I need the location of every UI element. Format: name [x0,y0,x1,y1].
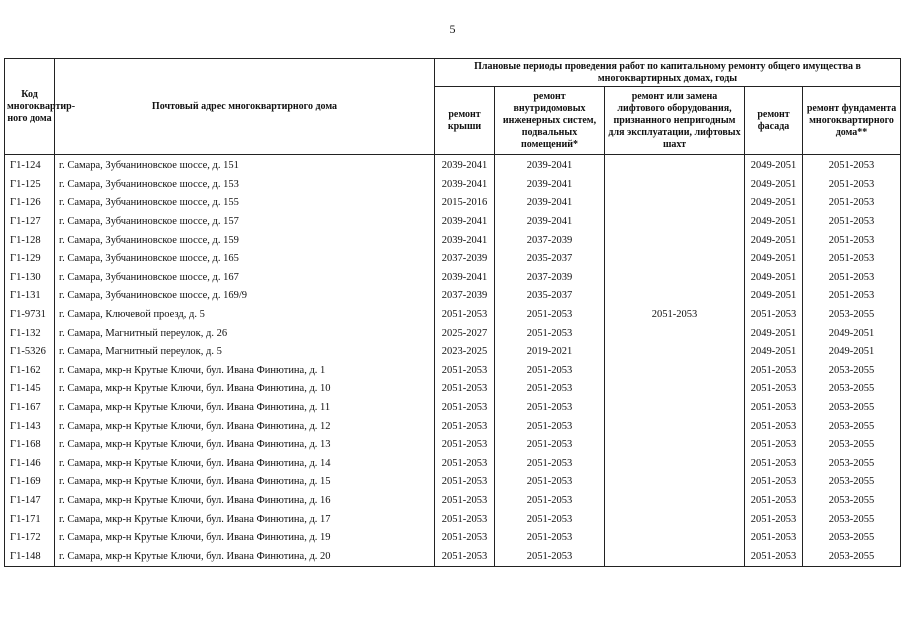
cell-roof: 2051-2053 [435,417,495,436]
cell-roof: 2051-2053 [435,529,495,548]
cell-code: Г1-146 [5,455,55,474]
cell-lift [605,417,745,436]
table-row [5,399,901,418]
cell-roof: 2051-2053 [435,306,495,325]
cell-foundation: 2051-2053 [803,287,901,306]
cell-address: г. Самара, Зубчаниновское шоссе, д. 151 [55,155,435,176]
cell-address: г. Самара, мкр-н Крутые Ключи, бул. Ивана Финютина, д. 20 [55,547,435,566]
repair-schedule-table [4,58,901,567]
cell-foundation: 2051-2053 [803,231,901,250]
cell-address: г. Самара, мкр-н Крутые Ключи, бул. Ивана Финютина, д. 10 [55,380,435,399]
cell-code: Г1-126 [5,194,55,213]
cell-lift [605,362,745,381]
table-row [5,231,901,250]
cell-address: г. Самара, Зубчаниновское шоссе, д. 169/9 [55,287,435,306]
cell-lift [605,510,745,529]
cell-lift [605,213,745,232]
cell-roof: 2039-2041 [435,269,495,288]
cell-facade: 2051-2053 [745,306,803,325]
cell-address: г. Самара, Зубчаниновское шоссе, д. 159 [55,231,435,250]
header-roof: ремонт крыши [435,87,495,155]
cell-code: Г1-9731 [5,306,55,325]
cell-facade: 2051-2053 [745,380,803,399]
cell-lift [605,250,745,269]
cell-lift [605,155,745,176]
cell-facade: 2049-2051 [745,343,803,362]
cell-facade: 2049-2051 [745,269,803,288]
cell-lift [605,529,745,548]
cell-lift [605,269,745,288]
cell-code: Г1-125 [5,176,55,195]
header-group: Плановые периоды проведения работ по капитальному ремонту общего имущества в многоквартирных домах, годы [435,59,901,87]
cell-code: Г1-171 [5,510,55,529]
cell-lift [605,455,745,474]
cell-facade: 2049-2051 [745,176,803,195]
table-row [5,492,901,511]
cell-facade: 2051-2053 [745,473,803,492]
cell-lift [605,176,745,195]
header-foundation: ремонт фундамента многоквартирного дома** [803,87,901,155]
cell-facade: 2051-2053 [745,362,803,381]
table-row [5,194,901,213]
table-row [5,287,901,306]
cell-systems: 2051-2053 [495,473,605,492]
cell-foundation: 2053-2055 [803,380,901,399]
cell-foundation: 2049-2051 [803,324,901,343]
cell-systems: 2051-2053 [495,380,605,399]
cell-systems: 2039-2041 [495,194,605,213]
cell-roof: 2051-2053 [435,362,495,381]
cell-code: Г1-167 [5,399,55,418]
cell-address: г. Самара, Зубчаниновское шоссе, д. 155 [55,194,435,213]
cell-lift [605,399,745,418]
cell-foundation: 2053-2055 [803,510,901,529]
table-row [5,455,901,474]
cell-facade: 2051-2053 [745,510,803,529]
cell-address: г. Самара, Зубчаниновское шоссе, д. 165 [55,250,435,269]
cell-roof: 2039-2041 [435,213,495,232]
cell-address: г. Самара, мкр-н Крутые Ключи, бул. Ивана Финютина, д. 15 [55,473,435,492]
cell-address: г. Самара, мкр-н Крутые Ключи, бул. Ивана Финютина, д. 12 [55,417,435,436]
cell-code: Г1-145 [5,380,55,399]
table-row [5,473,901,492]
cell-roof: 2051-2053 [435,399,495,418]
cell-facade: 2049-2051 [745,287,803,306]
cell-facade: 2049-2051 [745,250,803,269]
cell-facade: 2051-2053 [745,417,803,436]
cell-facade: 2049-2051 [745,324,803,343]
cell-address: г. Самара, мкр-н Крутые Ключи, бул. Ивана Финютина, д. 16 [55,492,435,511]
cell-systems: 2051-2053 [495,399,605,418]
table-row [5,324,901,343]
header-lift: ремонт или замена лифтового оборудования, признанного непригодным для эксплуатации, лифтовых шахт [605,87,745,155]
cell-systems: 2051-2053 [495,510,605,529]
cell-address: г. Самара, Зубчаниновское шоссе, д. 167 [55,269,435,288]
cell-code: Г1-124 [5,155,55,176]
cell-foundation: 2053-2055 [803,399,901,418]
cell-facade: 2051-2053 [745,399,803,418]
cell-roof: 2039-2041 [435,231,495,250]
cell-code: Г1-132 [5,324,55,343]
cell-address: г. Самара, мкр-н Крутые Ключи, бул. Ивана Финютина, д. 14 [55,455,435,474]
cell-facade: 2049-2051 [745,155,803,176]
cell-roof: 2015-2016 [435,194,495,213]
cell-lift: 2051-2053 [605,306,745,325]
cell-systems: 2051-2053 [495,362,605,381]
cell-foundation: 2053-2055 [803,455,901,474]
cell-facade: 2049-2051 [745,231,803,250]
cell-roof: 2051-2053 [435,380,495,399]
cell-address: г. Самара, мкр-н Крутые Ключи, бул. Ивана Финютина, д. 1 [55,362,435,381]
cell-foundation: 2053-2055 [803,436,901,455]
cell-foundation: 2051-2053 [803,194,901,213]
cell-roof: 2051-2053 [435,436,495,455]
cell-foundation: 2053-2055 [803,417,901,436]
cell-foundation: 2051-2053 [803,250,901,269]
header-systems: ремонт внутридомовых инженерных систем, подвальных помещений* [495,87,605,155]
cell-systems: 2037-2039 [495,269,605,288]
table-row [5,213,901,232]
cell-code: Г1-162 [5,362,55,381]
cell-roof: 2051-2053 [435,510,495,529]
cell-facade: 2051-2053 [745,529,803,548]
cell-address: г. Самара, мкр-н Крутые Ключи, бул. Ивана Финютина, д. 13 [55,436,435,455]
cell-lift [605,231,745,250]
cell-facade: 2051-2053 [745,547,803,566]
cell-systems: 2051-2053 [495,529,605,548]
table-row [5,362,901,381]
table-row [5,529,901,548]
cell-systems: 2037-2039 [495,231,605,250]
cell-lift [605,547,745,566]
cell-roof: 2023-2025 [435,343,495,362]
cell-foundation: 2053-2055 [803,547,901,566]
cell-roof: 2051-2053 [435,547,495,566]
cell-address: г. Самара, Магнитный переулок, д. 26 [55,324,435,343]
cell-roof: 2051-2053 [435,492,495,511]
cell-lift [605,473,745,492]
cell-foundation: 2051-2053 [803,213,901,232]
table-row [5,380,901,399]
cell-facade: 2049-2051 [745,213,803,232]
cell-lift [605,436,745,455]
cell-code: Г1-127 [5,213,55,232]
cell-lift [605,324,745,343]
cell-code: Г1-147 [5,492,55,511]
header-code: Код многоквартир-ного дома [5,59,55,155]
cell-roof: 2025-2027 [435,324,495,343]
header-address: Почтовый адрес многоквартирного дома [55,59,435,155]
cell-roof: 2051-2053 [435,473,495,492]
cell-code: Г1-172 [5,529,55,548]
cell-roof: 2051-2053 [435,455,495,474]
cell-address: г. Самара, Ключевой проезд, д. 5 [55,306,435,325]
cell-foundation: 2053-2055 [803,492,901,511]
cell-foundation: 2051-2053 [803,176,901,195]
cell-lift [605,194,745,213]
cell-facade: 2051-2053 [745,436,803,455]
cell-systems: 2039-2041 [495,176,605,195]
cell-address: г. Самара, Зубчаниновское шоссе, д. 153 [55,176,435,195]
cell-systems: 2051-2053 [495,324,605,343]
table-row [5,417,901,436]
cell-foundation: 2051-2053 [803,155,901,176]
table-row [5,510,901,529]
repair-schedule-table-container [4,58,900,567]
cell-code: Г1-128 [5,231,55,250]
cell-lift [605,287,745,306]
cell-code: Г1-143 [5,417,55,436]
cell-systems: 2051-2053 [495,306,605,325]
cell-systems: 2051-2053 [495,417,605,436]
cell-address: г. Самара, Магнитный переулок, д. 5 [55,343,435,362]
cell-foundation: 2053-2055 [803,362,901,381]
cell-roof: 2039-2041 [435,176,495,195]
table-row [5,269,901,288]
cell-address: г. Самара, мкр-н Крутые Ключи, бул. Ивана Финютина, д. 19 [55,529,435,548]
cell-roof: 2039-2041 [435,155,495,176]
cell-lift [605,380,745,399]
cell-facade: 2049-2051 [745,194,803,213]
cell-code: Г1-168 [5,436,55,455]
cell-systems: 2051-2053 [495,455,605,474]
table-row [5,436,901,455]
cell-code: Г1-169 [5,473,55,492]
table-row [5,250,901,269]
cell-facade: 2051-2053 [745,455,803,474]
cell-lift [605,492,745,511]
cell-code: Г1-129 [5,250,55,269]
table-header [5,59,901,155]
table-row [5,155,901,176]
cell-roof: 2037-2039 [435,250,495,269]
cell-facade: 2051-2053 [745,492,803,511]
page-number: 5 [449,22,456,36]
cell-code: Г1-148 [5,547,55,566]
cell-systems: 2051-2053 [495,436,605,455]
cell-foundation: 2053-2055 [803,473,901,492]
table-row [5,343,901,362]
header-facade: ремонт фасада [745,87,803,155]
cell-address: г. Самара, Зубчаниновское шоссе, д. 157 [55,213,435,232]
cell-systems: 2039-2041 [495,213,605,232]
table-row [5,176,901,195]
cell-systems: 2039-2041 [495,155,605,176]
cell-systems: 2019-2021 [495,343,605,362]
cell-foundation: 2053-2055 [803,306,901,325]
cell-foundation: 2051-2053 [803,269,901,288]
cell-address: г. Самара, мкр-н Крутые Ключи, бул. Ивана Финютина, д. 11 [55,399,435,418]
cell-systems: 2035-2037 [495,287,605,306]
cell-foundation: 2053-2055 [803,529,901,548]
cell-roof: 2037-2039 [435,287,495,306]
cell-code: Г1-5326 [5,343,55,362]
cell-code: Г1-131 [5,287,55,306]
table-row [5,547,901,566]
cell-systems: 2035-2037 [495,250,605,269]
table-row [5,306,901,325]
cell-systems: 2051-2053 [495,492,605,511]
cell-code: Г1-130 [5,269,55,288]
cell-systems: 2051-2053 [495,547,605,566]
cell-address: г. Самара, мкр-н Крутые Ключи, бул. Ивана Финютина, д. 17 [55,510,435,529]
table-body [5,155,901,567]
cell-lift [605,343,745,362]
cell-foundation: 2049-2051 [803,343,901,362]
